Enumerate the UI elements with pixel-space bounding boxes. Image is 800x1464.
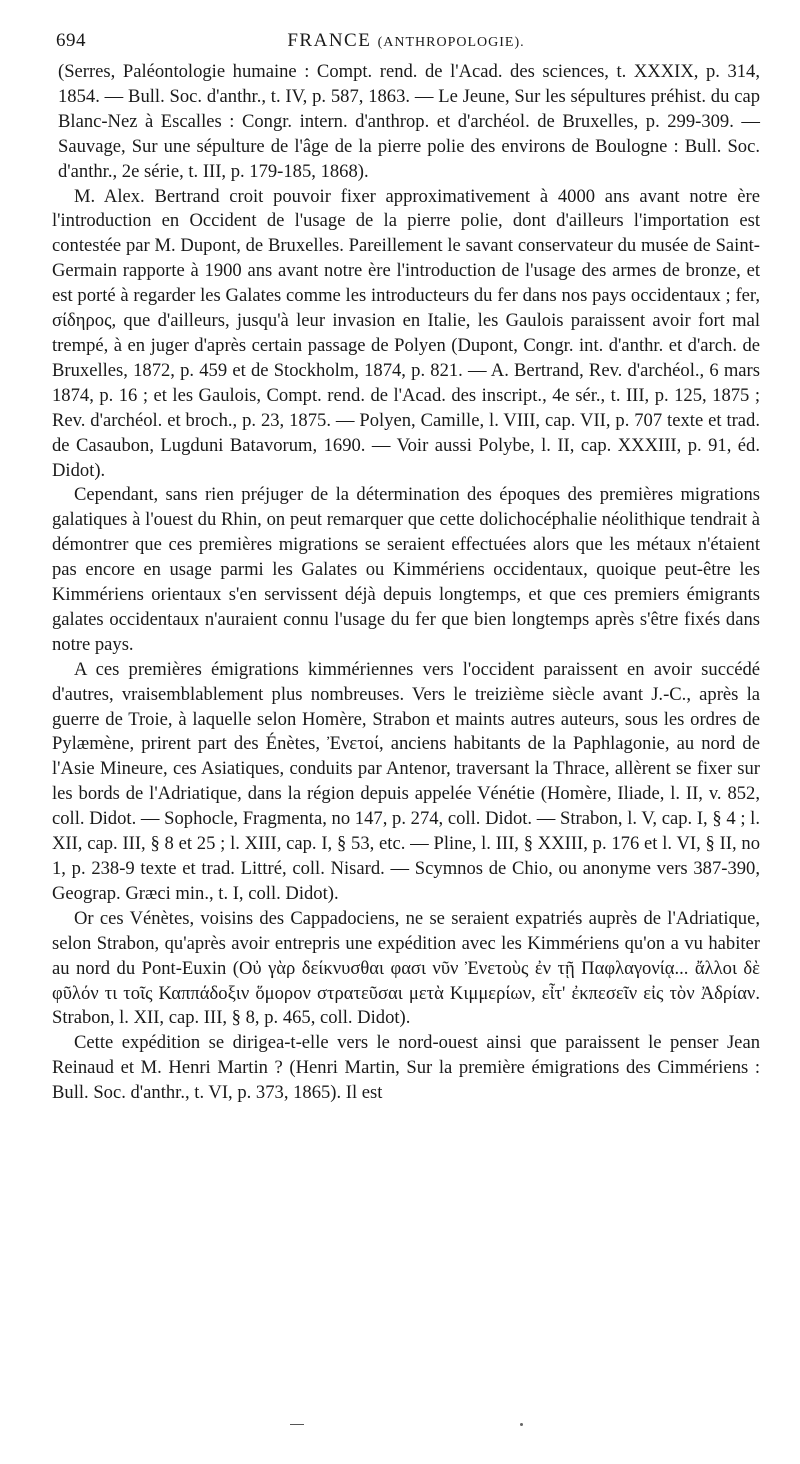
section-title-main: FRANCE	[287, 30, 372, 51]
paragraph-emigrations: A ces premières émigrations kimmériennes vers l'occident paraissent en avoir succédé d'autres, vraisemblablement plus nombreuses. Vers le treizième siècle avant J.-C., après la guerre de Troie, à laquelle selon Homère, Strabon et maints autres auteurs, sous les ordres de Pylæmène, prirent part des Énètes, Ἐνετοί, anciens habitants de la Paphlagonie, au nord de l'Asie Mineure, ces Asiatiques, conduits par Antenor, traversant la Thrace, allèrent se fixer sur les bords de l'Adriatique, dans la région depuis appelée Vénétie (Homère, Iliade, l. II, v. 852, coll. Didot. — Sophocle, Fragmenta, no 147, p. 274, coll. Didot. — Strabon, l. V, cap. I, § 4 ; l. XII, cap. III, § 8 et 25 ; l. XIII, cap. I, § 53, etc. — Pline, l. III, § XXIII, p. 176 et l. VI, § II, no 1, p. 238-9 texte et trad. Littré, coll. Nisard. — Scymnos de Chio, ou anonyme vers 387-390, Geograp. Græci min., t. I, coll. Didot).	[52, 658, 760, 904]
body-text	[52, 60, 760, 1106]
paragraph-venetes: Or ces Vénètes, voisins des Cappadociens, ne se seraient expatriés auprès de l'Adriatique, selon Strabon, qu'après avoir entrepris une expédition avec les Kimmériens qu'on a vu habiter au nord du Pont-Euxin (Οὐ γὰρ δείκνυσθαι φασι νῦν Ἐνετοὺς ἐν τῇ Παφλαγονίᾳ... ἄλλοι δὲ φῦλόν τι τοῖς Καππάδοξιν ὅμορον στρατεῦσαι μετὰ Κιμμερίων, εἶτ' ἐκπεσεῖν εἰς τὸν Ἀδρίαν. Strabon, l. XII, cap. III, § 8, p. 465, coll. Didot).	[52, 907, 760, 1029]
paragraph-citation-continued: (Serres, Paléontologie humaine : Compt. rend. de l'Acad. des sciences, t. XXXIX, p. 314, 1854. — Bull. Soc. d'anthr., t. IV, p. 587, 1863. — Le Jeune, Sur les sépultures préhist. du cap Blanc-Nez à Escalles : Congr. intern. d'anthrop. et d'archéol. de Bruxelles, p. 299-309. — Sauvage, Sur une sépulture de l'âge de la pierre polie des environs de Boulogne : Bull. Soc. d'anthr., 2e série, t. III, p. 179-185, 1868).	[58, 61, 760, 182]
section-title-sub: (ANTHROPOLOGIE).	[377, 35, 525, 50]
paragraph-bertrand: M. Alex. Bertrand croit pouvoir fixer approximativement à 4000 ans avant notre ère l'introduction en Occident de l'usage de la pierre polie, dont d'ailleurs l'importation est contestée par M. Dupont, de Bruxelles. Pareillement le savant conservateur du musée de Saint-Germain rapporte à 1900 ans avant notre ère l'introduction de l'usage des armes de bronze, et est porté à regarder les Galates comme les introducteurs du fer dans nos pays occidentaux ; fer, σίδηρος, que d'ailleurs, jusqu'à leur invasion en Italie, les Gaulois paraissent avoir fort mal trempé, à en juger d'après certain passage de Polyen (Dupont, Congr. int. d'anthr. et d'arch. de Bruxelles, 1872, p. 459 et de Stockholm, 1874, p. 821. — A. Bertrand, Rev. d'archéol., 6 mars 1874, p. 16 ; et les Gaulois, Compt. rend. de l'Acad. des inscript., 4e sér., t. III, p. 125, 1875 ; Rev. d'archéol. et broch., p. 23, 1875. — Polyen, Camille, l. VIII, cap. VII, p. 707 texte et trad. de Casaubon, Lugduni Batavorum, 1690. — Voir aussi Polybe, l. II, cap. XXXIII, p. 91, éd. Didot).	[52, 185, 760, 481]
page-number: 694	[56, 30, 86, 51]
bottom-page-mark	[290, 1424, 304, 1425]
paragraph-dolichocephalie: Cependant, sans rien préjuger de la détermination des époques des premières migrations galatiques à l'ouest du Rhin, on peut remarquer que cette dolichocéphalie néolithique tendrait à démontrer que ces premières migrations se seraient effectuées alors que les métaux n'étaient pas encore en usage parmi les Galates ou Kimmériens occidentaux, quoique peut-être les Kimmériens orientaux s'en servissent déjà depuis longtemps, et que ces premiers émigrants galates occidentaux n'auraient connu l'usage du fer que bien longtemps après s'être fixés dans notre pays.	[52, 484, 760, 655]
bottom-page-dot	[520, 1423, 523, 1426]
running-head	[52, 26, 760, 60]
paragraph-expedition: Cette expédition se dirigea-t-elle vers le nord-ouest ainsi que paraissent le penser Jean Reinaud et M. Henri Martin ? (Henri Martin, Sur la première émigrations des Cimmériens : Bull. Soc. d'anthr., t. VI, p. 373, 1865). Il est	[52, 1032, 760, 1104]
section-title	[52, 30, 760, 52]
